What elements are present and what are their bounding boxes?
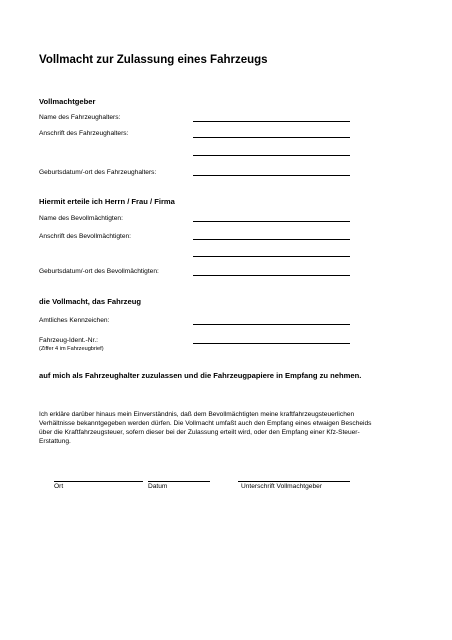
- grantor-address-field-2[interactable]: [193, 155, 350, 156]
- grantor-address-field-1[interactable]: [193, 137, 350, 138]
- grantor-address-label: Anschrift des Fahrzeughalters:: [39, 130, 129, 137]
- proxy-address-field-2[interactable]: [193, 256, 350, 257]
- proxy-address-field-1[interactable]: [193, 239, 350, 240]
- vin-note: (Ziffer 4 im Fahrzeugbrief): [39, 346, 104, 352]
- vin-field[interactable]: [193, 343, 350, 344]
- grantor-heading: Vollmachtgeber: [39, 97, 96, 106]
- grantor-birth-field[interactable]: [193, 175, 350, 176]
- signature-label: Unterschrift Vollmachtgeber: [241, 483, 322, 490]
- date-line[interactable]: [148, 481, 210, 482]
- proxy-birth-field[interactable]: [193, 275, 350, 276]
- signature-line[interactable]: [238, 481, 350, 482]
- grantor-name-field[interactable]: [193, 121, 350, 122]
- document-title: Vollmacht zur Zulassung eines Fahrzeugs: [39, 54, 268, 66]
- plate-field[interactable]: [193, 324, 350, 325]
- plate-label: Amtliches Kennzeichen:: [39, 317, 110, 324]
- proxy-birth-label: Geburtsdatum/-ort des Bevollmächtigten:: [39, 268, 159, 275]
- purpose-text: auf mich als Fahrzeughalter zuzulassen und die Fahrzeugpapiere in Empfang zu nehmen.: [39, 371, 362, 380]
- grantor-name-label: Name des Fahrzeughalters:: [39, 114, 121, 121]
- proxy-heading: Hiermit erteile ich Herrn / Frau / Firma: [39, 197, 175, 206]
- proxy-name-field[interactable]: [193, 221, 350, 222]
- date-label: Datum: [148, 483, 168, 490]
- vehicle-heading: die Vollmacht, das Fahrzeug: [39, 297, 141, 306]
- place-line[interactable]: [54, 481, 143, 482]
- vin-label: Fahrzeug-Ident.-Nr.:: [39, 337, 99, 344]
- declaration-text: Ich erkläre darüber hinaus mein Einverständnis, daß dem Bevollmächtigten meine kraftfahrzeugsteuerlichen Verhältnisse bekanntgegeben werden dürfen. Die Vollmacht umfaßt auch den Empfang eines etwaigen Bescheids über die Kraftfahrzeugsteuer, sofern dieser bei der Zulassung erteilt wird, oder den Empfang einer Kfz-Steuer-Erstattung.: [39, 411, 372, 445]
- proxy-address-label: Anschrift des Bevollmächtigten:: [39, 233, 131, 240]
- grantor-birth-label: Geburtsdatum/-ort des Fahrzeughalters:: [39, 169, 157, 176]
- place-label: Ort: [54, 483, 64, 490]
- proxy-name-label: Name des Bevollmächtigten:: [39, 215, 123, 222]
